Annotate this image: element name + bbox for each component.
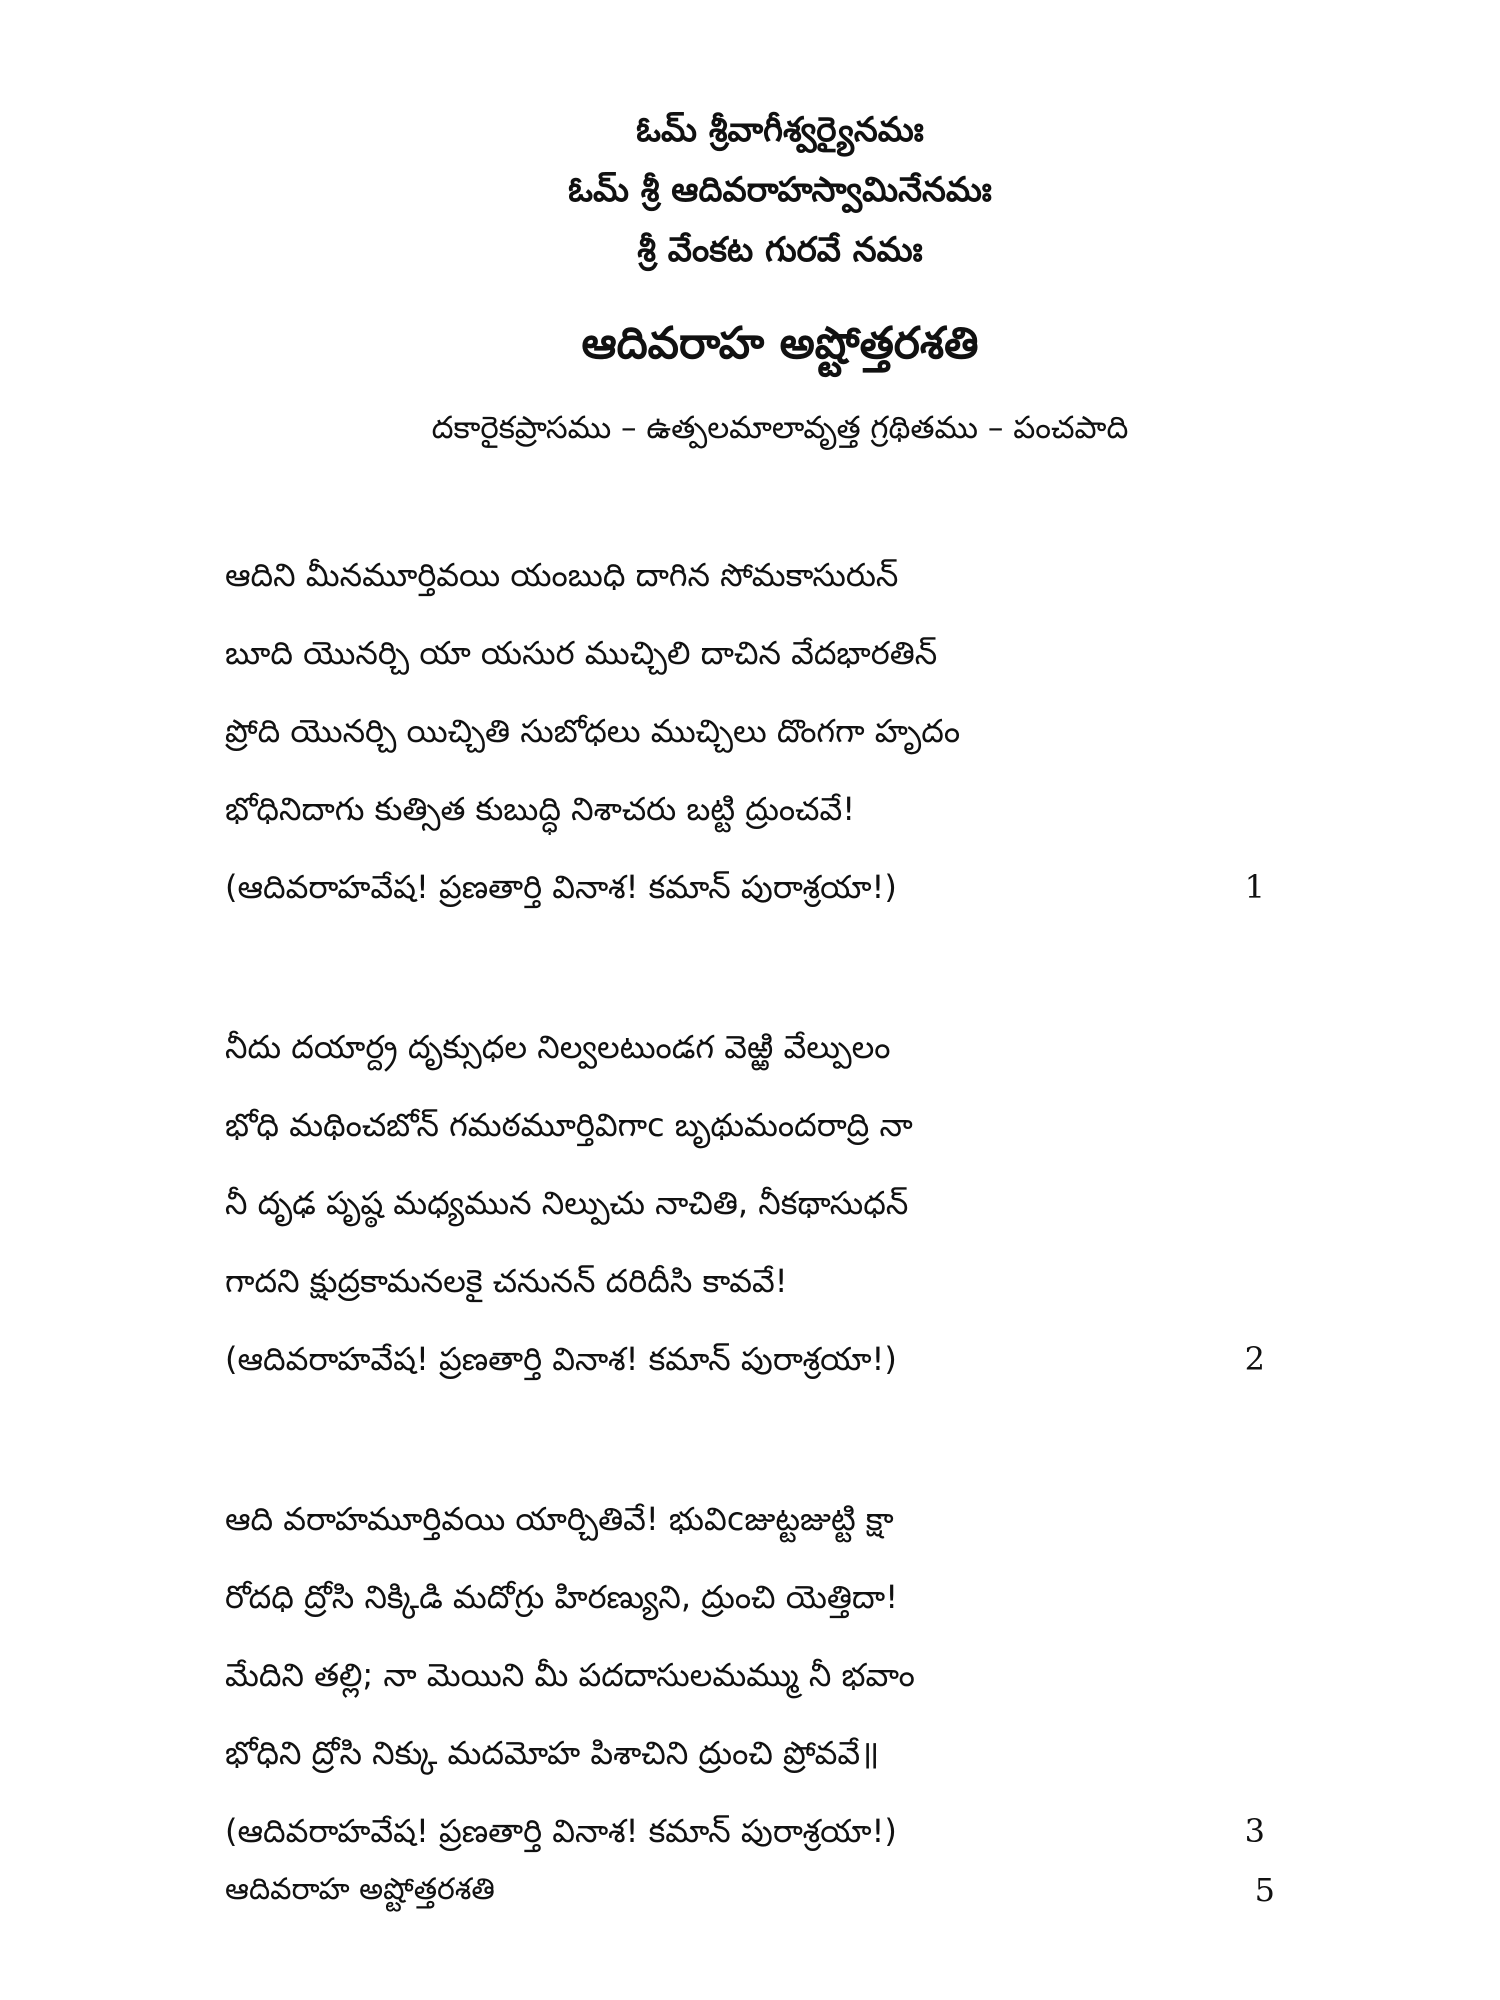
verse-1 (225, 536, 1305, 926)
verse-number: 1 (1244, 868, 1265, 906)
verse-refrain-row (225, 1320, 1305, 1398)
verse-3 (225, 1480, 1305, 1870)
document-subtitle: దకారైకప్రాసము – ఉత్పలమాలావృత్త గ్రథితము – పంచపాది (431, 410, 1129, 446)
verse-line: ఆదిని మీనమూర్తివయి యంబుధి దాగిన సోమకాసురున్ (225, 556, 899, 594)
verse-line: భోధినిదాగు కుత్సిత కుబుద్ధి నిశాచరు బట్టి ద్రుంచవే! (225, 790, 856, 828)
verse-refrain: (ఆదివరాహవేష! ప్రణతార్తి వినాశ! కమాన్ పురాశ్రయా!) (225, 1812, 897, 1850)
verse-2 (225, 1008, 1305, 1398)
verse-line: రోదధి ద్రోసి నిక్కిడి మదోగ్రు హిరణ్యుని, ద్రుంచి యెత్తిదా! (225, 1578, 899, 1616)
verse-refrain-row (225, 1792, 1305, 1870)
invocation-line: శ్రీ వేంకట గురవే నమః (637, 230, 923, 270)
document-title: ఆదివరాహ అష్టోత్తరశతి (581, 318, 979, 369)
invocation-line: ఓమ్ శ్రీ ఆదివరాహస్వామినేనమః (568, 170, 992, 210)
verse-number: 2 (1244, 1340, 1265, 1378)
verse-line: ప్రోది యొనర్చి యిచ్చితి సుబోధలు ముచ్చిలు దొంగగా హృదం (225, 712, 961, 750)
footer-title: ఆదివరాహ అష్టోత్తరశతి (225, 1872, 495, 1907)
verse-line: ఆది వరాహమూర్తివయి యార్చితివే! భువిcజుట్టజుట్టి క్షా (225, 1500, 894, 1538)
page-footer (225, 1860, 1305, 1920)
invocation-block (0, 100, 1500, 280)
verse-line: నీ దృఢ పృష్ఠ మధ్యమున నిల్పుచు నాచితి, నీకథాసుధన్ (225, 1184, 909, 1222)
invocation-line: ఓమ్ శ్రీవాగీశ్వర్యైనమః (636, 110, 924, 150)
verse-line: నీదు దయార్ద్ర దృక్సుధల నిల్వలటుండగ వెఱ్ఱి వేల్పులం (225, 1028, 891, 1066)
page-number: 5 (1254, 1871, 1275, 1909)
verse-line: గాదని క్షుద్రకామనలకై చనునన్ దరిదీసి కావవే! (225, 1262, 788, 1300)
verse-refrain: (ఆదివరాహవేష! ప్రణతార్తి వినాశ! కమాన్ పురాశ్రయా!) (225, 868, 897, 906)
verse-refrain-row (225, 848, 1305, 926)
verse-number: 3 (1244, 1812, 1265, 1850)
verse-line: భోధి మథించబోన్ గమఠమూర్తివిగాc బృథుమందరాద్రి నా (225, 1106, 913, 1144)
verse-line: భోధిని ద్రోసి నిక్కు మదమోహ పిశాచిని ద్రుంచి ప్రోవవే॥ (225, 1734, 880, 1772)
verse-line: బూది యొనర్చి యా యసుర ముచ్చిలి దాచిన వేదభారతిన్ (225, 634, 938, 672)
verse-line: మేదిని తల్లి; నా మెయిని మీ పదదాసులమమ్ము నీ భవాం (225, 1656, 915, 1694)
verse-refrain: (ఆదివరాహవేష! ప్రణతార్తి వినాశ! కమాన్ పురాశ్రయా!) (225, 1340, 897, 1378)
